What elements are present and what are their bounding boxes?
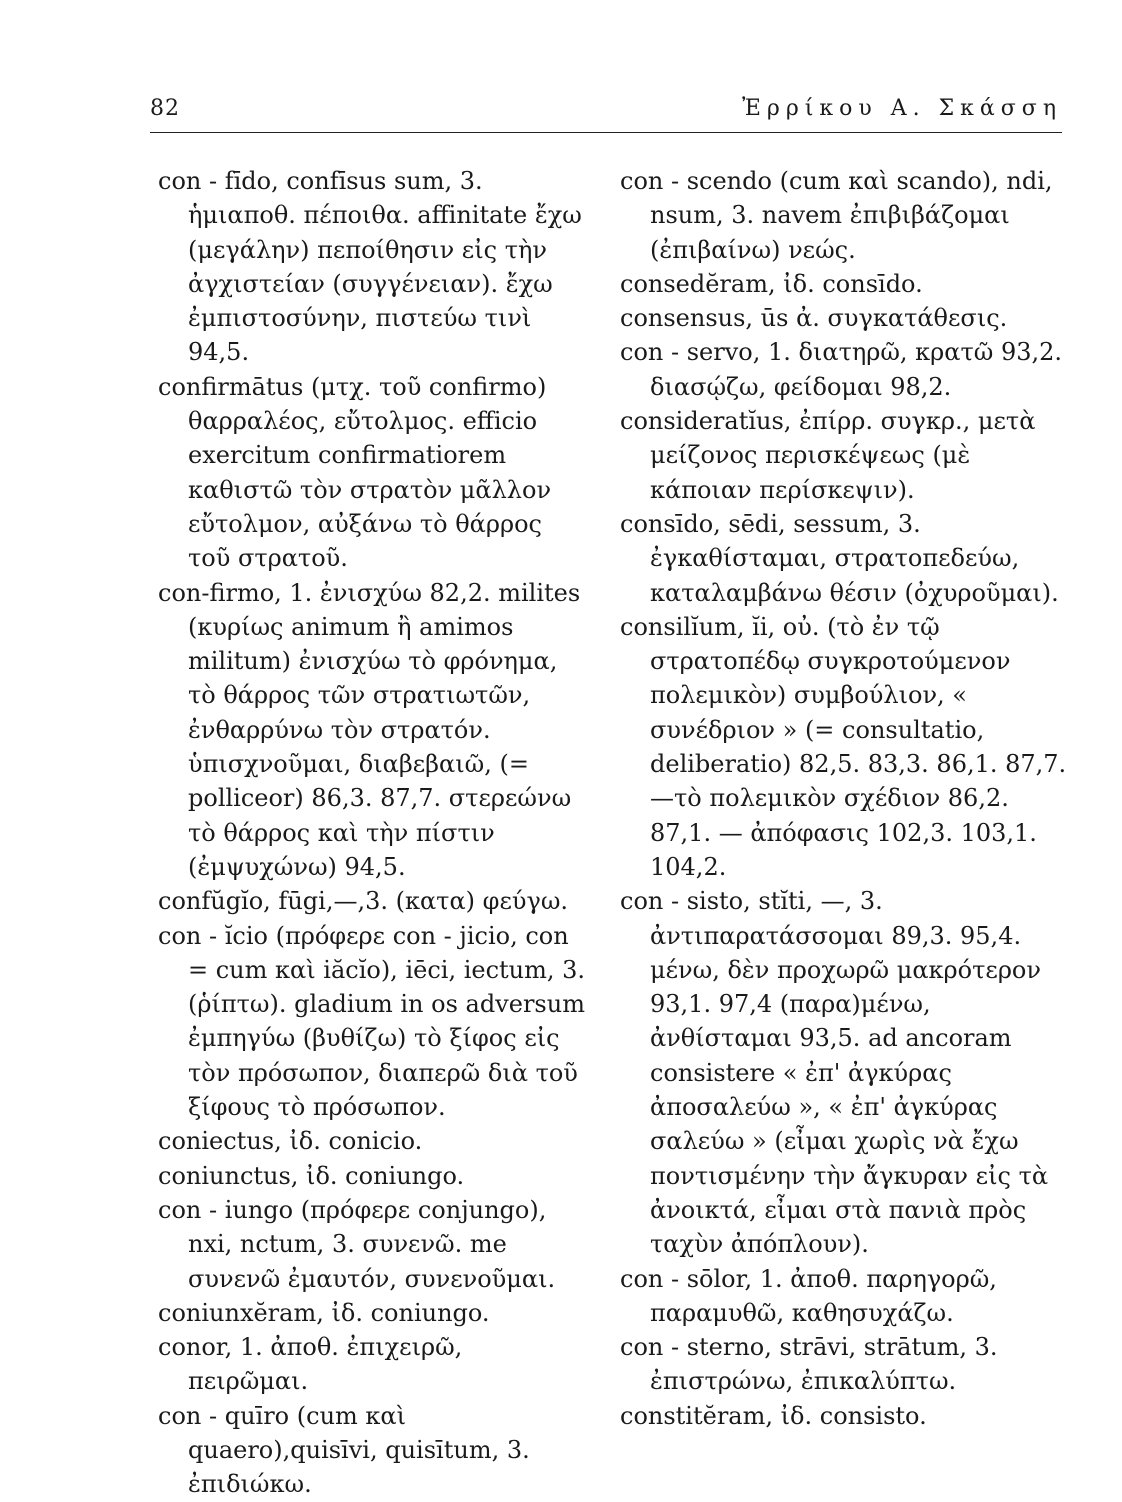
dictionary-entry: consedĕram, ἰδ. consīdo. <box>620 269 923 298</box>
dictionary-entry: coniunxĕram, ἰδ. coniungo. <box>158 1298 490 1327</box>
dictionary-entry: consensus, ūs ἀ. συγκατάθεσις. <box>620 304 1008 333</box>
dictionary-entry: con - servo, 1. διατηρῶ, κρατῶ 93,2. διασῴζω, φείδομαι 98,2. <box>620 338 1063 401</box>
dictionary-entry: con - scendo (cum καὶ scando), ndi, nsum, 3. navem ἐπιβιβάζομαι (ἐπιβαίνω) νεώς. <box>620 167 1053 264</box>
dictionary-entry: consideratĭus, ἐπίρρ. συγκρ., μετὰ μείζονος περισκέψεως (μὲ κάποιαν περίσκεψιν). <box>620 407 1036 504</box>
running-title: Ἐρρίκου Α. Σκάσση <box>742 96 1062 121</box>
dictionary-entry: con - ĭcio (πρόφερε con - jicio, con = cum καὶ iăcĭo), iēci, iectum, 3. (ῥίπτω). gladium in os adversum ἐμπηγύω (βυθίζω) τὸ ξίφος εἰς τὸν πρόσωπον, διαπερῶ διὰ τοῦ ξίφους τὸ πρόσωπον. <box>158 921 586 1122</box>
right-column <box>620 164 1070 1433</box>
dictionary-entry: con - sisto, stĭti, —, 3. ἀντιπαρατάσσομαι 89,3. 95,4. μένω, δὲν προχωρῶ μακρότερον 93,1. 97,4 (παρα)μένω, ἀνθίσταμαι 93,5. ad ancoram consistere « ἐπ' ἀγκύρας ἀποσαλεύω », « ἐπ' ἀγκύρας σαλεύω » (εἶμαι χωρὶς νὰ ἔχω ποντισμένην τὴν ἄγκυραν εἰς τὰ ἀνοικτά, εἶμαι στὰ πανιὰ πρὸς ταχὺν ἀπόπλουν). <box>620 887 1049 1259</box>
dictionary-entry: consīdo, sēdi, sessum, 3. ἐγκαθίσταμαι, στρατοπεδεύω, καταλαμβάνω θέσιν (ὀχυροῦμαι). <box>620 509 1059 607</box>
dictionary-entry: con - fīdo, confīsus sum, 3. ἡμιαποθ. πέποιθα. affinitate ἔχω (μεγάλην) πεποίθησιν εἰς τὴν ἀγχιστείαν (συγγένειαν). ἔχω ἐμπιστοσύνην, πιστεύω τινὶ 94,5. <box>158 167 582 367</box>
dictionary-entry: conor, 1. ἀποθ. ἐπιχειρῶ, πειρῶμαι. <box>158 1333 463 1396</box>
dictionary-entry: con - quīro (cum καὶ quaero),quisīvi, quisītum, 3. ἐπιδιώκω. <box>158 1401 530 1499</box>
dictionary-entry: coniunctus, ἰδ. coniungo. <box>158 1161 465 1190</box>
dictionary-entry: con - sōlor, 1. ἀποθ. παρηγορῶ, παραμυθῶ, καθησυχάζω. <box>620 1264 997 1327</box>
dictionary-entry: confŭgĭo, fūgi,—,3. (κατα) φεύγω. <box>158 887 569 916</box>
page-number: 82 <box>150 96 180 121</box>
left-column <box>158 164 590 1502</box>
dictionary-entry: con - iungo (πρόφερε conjungo), nxi, nctum, 3. συνενῶ. me συνενῶ ἐμαυτόν, συνενοῦμαι. <box>158 1195 556 1293</box>
dictionary-entry: confirmātus (μτχ. τοῦ confirmo) θαρραλέος, εὔτολμος. efficio exercitum confirmatiorem καθιστῶ τὸν στρατὸν μᾶλλον εὔτολμον, αὐξάνω τὸ θάρρος τοῦ στρατοῦ. <box>158 372 552 573</box>
dictionary-entry: con-firmo, 1. ἐνισχύω 82,2. milites (κυρίως animum ἢ amimos militum) ἐνισχύω τὸ φρόνημα, τὸ θάρρος τῶν στρατιωτῶν, ἐνθαρρύνω τὸν στρατόν. ὑπισχνοῦμαι, διαβεβαιῶ, (= polliceor) 86,3. 87,7. στερεώνω τὸ θάρρος καὶ τὴν πίστιν (ἐμψυχώνω) 94,5. <box>158 578 581 881</box>
dictionary-entry: coniectus, ἰδ. conicio. <box>158 1127 423 1156</box>
dictionary-entry: con - sterno, strāvi, strātum, 3. ἐπιστρώνω, ἐπικαλύπτω. <box>620 1333 998 1396</box>
dictionary-entry: consilĭum, ĭi, οὐ. (τὸ ἐν τῷ στρατοπέδῳ συγκροτούμενον πολεμικὸν) συμβούλιον, « συνέδριον » (= consultatio, deliberatio) 82,5. 83,3. 86,1. 87,7.—τὸ πολεμικὸν σχέδιον 86,2. 87,1. — ἀπόφασις 102,3. 103,1. 104,2. <box>620 612 1067 881</box>
page-header <box>150 92 1062 133</box>
dictionary-entry: constitĕram, ἰδ. consisto. <box>620 1401 927 1430</box>
